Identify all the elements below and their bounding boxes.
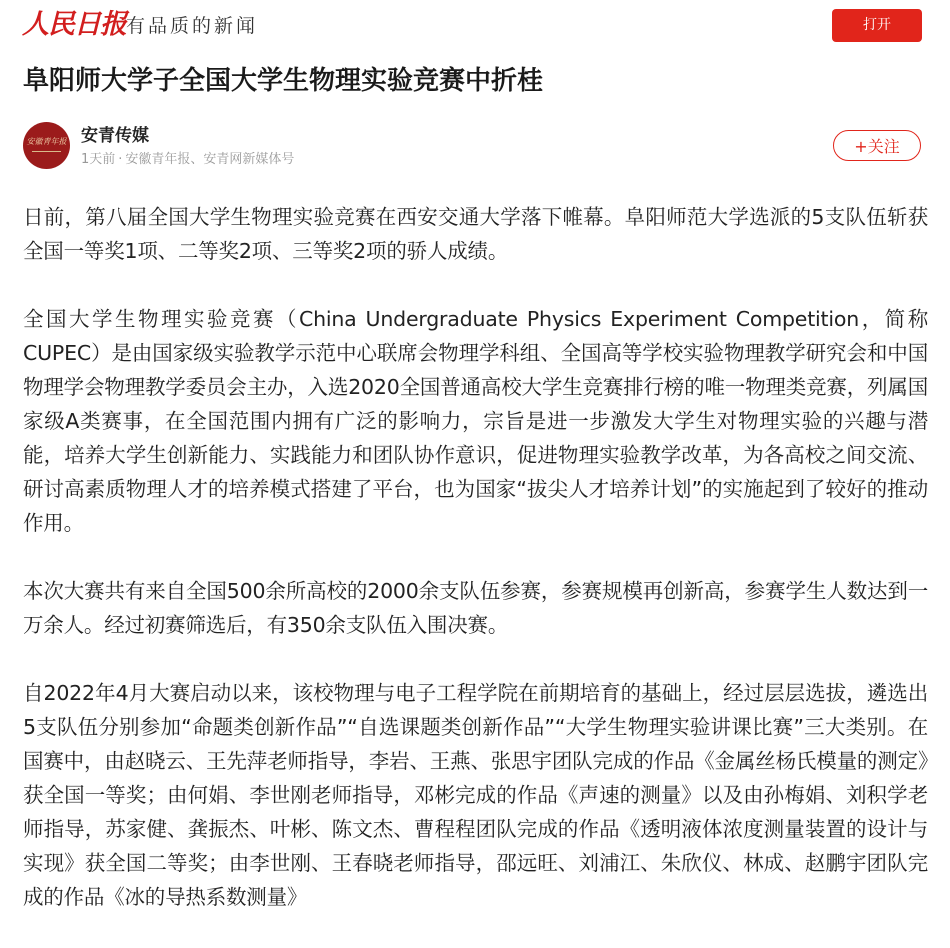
publish-time: 1天前 (81, 152, 116, 167)
follow-button[interactable]: +关注 (833, 130, 921, 161)
top-bar (0, 0, 950, 52)
avatar-logo-text: 安徽青年报 (26, 137, 67, 146)
avatar-divider (32, 151, 61, 152)
author-meta (81, 151, 294, 169)
article-body (23, 200, 928, 948)
author-name[interactable]: 安青传媒 (81, 126, 149, 146)
article-paragraph: 日前，第八届全国大学生物理实验竞赛在西安交通大学落下帷幕。阜阳师范大学选派的5支队伍斩获全国一等奖1项、二等奖2项、三等奖2项的骄人成绩。 (23, 205, 928, 263)
article-title: 阜阳师大学子全国大学生物理实验竞赛中折桂 (23, 66, 544, 96)
open-app-button[interactable]: 打开 (832, 9, 922, 42)
author-avatar[interactable] (23, 122, 70, 169)
peoples-daily-logo[interactable]: 人民日报 (22, 9, 126, 40)
article-paragraph: 本次大赛共有来自全国500余所高校的2000余支队伍参赛，参赛规模再创新高，参赛学生人数达到一万余人。经过初赛筛选后，有350余支队伍入围决赛。 (23, 579, 928, 637)
author-source: 安徽青年报、安青网新媒体号 (125, 152, 295, 167)
article-paragraph: 全国大学生物理实验竞赛（China Undergraduate Physics Experiment Competition，简称CUPEC）是由国家级实验教学示范中心联席会物理学科组、全国高等学校实验物理教学研究会和中国物理学会物理教学委员会主办，入选2020全国普通高校大学生竞赛排行榜的唯一物理类竞赛，列属国家级A类赛事，在全国范围内拥有广泛的影响力，宗旨是进一步激发大学生对物理实验的兴趣与潜能，培养大学生创新能力、实践能力和团队协作意识，促进物理实验教学改革，为各高校之间交流、研讨高素质物理人才的培养模式搭建了平台，也为国家“拔尖人才培养计划”的实施起到了较好的推动作用。 (23, 307, 928, 535)
slogan: 有品质的新闻 (126, 15, 259, 37)
article-paragraph: 自2022年4月大赛启动以来，该校物理与电子工程学院在前期培育的基础上，经过层层选拔，遴选出5支队伍分别参加“命题类创新作品”“自选课题类创新作品”“大学生物理实验讲课比赛”三大类别。在国赛中，由赵晓云、王先萍老师指导，李岩、王燕、张思宇团队完成的作品《金属丝杨氏模量的测定》获全国一等奖；由何娟、李世刚老师指导，邓彬完成的作品《声速的测量》以及由孙梅娟、刘积学老师指导，苏家健、龚振杰、叶彬、陈文杰、曹程程团队完成的作品《透明液体浓度测量装置的设计与实现》获全国二等奖；由李世刚、王春晓老师指导，邵远旺、刘浦江、朱欣仪、林成、赵鹏宇团队完成的作品《冰的导热系数测量》 (23, 681, 928, 909)
meta-separator: · (118, 152, 123, 167)
